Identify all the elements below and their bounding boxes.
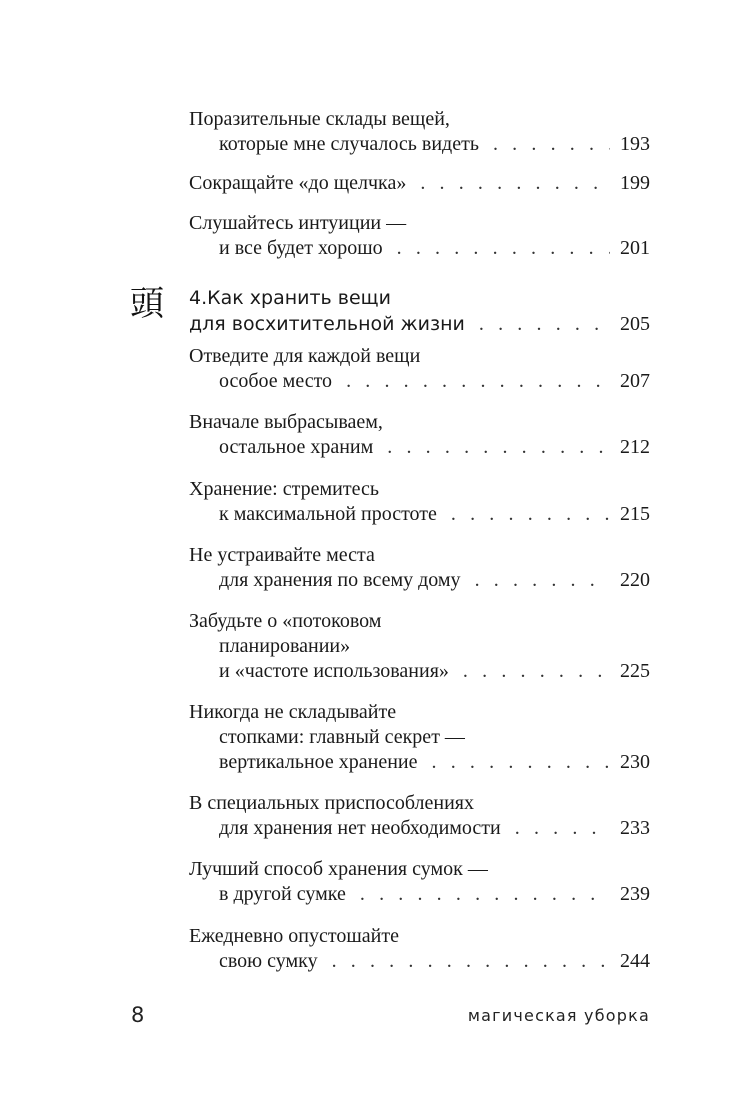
toc-entry-line: Не устраивайте места xyxy=(189,544,375,566)
toc-page-number: 239 xyxy=(620,883,650,905)
footer-page-number: 8 xyxy=(131,1003,145,1027)
toc-entry[interactable] xyxy=(189,107,650,157)
toc-entry-line: которые мне случалось видеть xyxy=(219,133,479,155)
toc-entry[interactable] xyxy=(189,344,650,394)
dot-leader xyxy=(432,750,610,775)
dot-leader xyxy=(515,816,610,841)
dot-leader xyxy=(332,949,610,974)
dot-leader xyxy=(451,502,610,527)
toc-entry-line: Забудьте о «потоковом xyxy=(189,610,382,632)
toc-entry[interactable] xyxy=(189,857,650,907)
toc-entry[interactable] xyxy=(189,609,650,684)
toc-entry-line: и все будет хорошо xyxy=(219,237,383,259)
toc-entry-line: планировании» xyxy=(219,635,351,657)
dot-leader xyxy=(360,882,610,907)
dot-leader xyxy=(397,236,610,261)
toc-entry[interactable] xyxy=(189,477,650,527)
toc-chapter-title-line: 4.Как хранить вещи xyxy=(189,287,391,309)
toc-entry[interactable] xyxy=(189,791,650,841)
toc-entry-line: и «частоте использования» xyxy=(219,660,449,682)
dot-leader xyxy=(479,311,610,337)
toc-entry-line: Лучший способ хранения сумок — xyxy=(189,858,488,880)
toc-page-number: 212 xyxy=(620,436,650,458)
toc-page-number: 225 xyxy=(620,660,650,682)
toc-entry-line: вертикальное хранение xyxy=(219,751,418,773)
toc-entry[interactable] xyxy=(189,543,650,593)
chapter-glyph: 頭 xyxy=(130,284,164,324)
toc-page-number: 201 xyxy=(620,237,650,259)
toc-entry-line: особое место xyxy=(219,370,333,392)
toc-entry-line: В специальных приспособлениях xyxy=(189,792,474,814)
toc-entry[interactable] xyxy=(189,211,650,261)
toc-page-number: 199 xyxy=(620,172,650,194)
toc-entry[interactable] xyxy=(189,924,650,974)
toc-entry[interactable] xyxy=(189,410,650,460)
toc-page-number: 230 xyxy=(620,751,650,773)
toc-chapter-entry[interactable] xyxy=(189,285,650,337)
dot-leader xyxy=(475,568,610,593)
toc-entry-line: для хранения по всему дому xyxy=(219,569,461,591)
toc-page-number: 215 xyxy=(620,503,650,525)
toc-chapter-title-line: для восхитительной жизни xyxy=(189,313,465,335)
toc-entry-line: остальное храним xyxy=(219,436,374,458)
toc-entry-line: Поразительные склады вещей, xyxy=(189,108,450,130)
toc-entry-line: Никогда не складывайте xyxy=(189,701,397,723)
toc-page-number: 207 xyxy=(620,370,650,392)
toc-entry-line: к максимальной простоте xyxy=(219,503,437,525)
toc-entry-line: Ежедневно опустошайте xyxy=(189,925,399,947)
toc-page-number: 220 xyxy=(620,569,650,591)
toc-page-number: 205 xyxy=(620,313,650,335)
dot-leader xyxy=(493,132,610,157)
toc-entry-line: для хранения нет необходимости xyxy=(219,817,501,839)
dot-leader xyxy=(346,369,610,394)
toc-entry-line: в другой сумке xyxy=(219,883,346,905)
footer-book-title: магическая уборка xyxy=(467,1006,650,1025)
toc-entry[interactable] xyxy=(189,171,650,196)
toc-entry-line: Хранение: стремитесь xyxy=(189,478,379,500)
toc-entry-line: Сокращайте «до щелчка» xyxy=(189,172,407,194)
dot-leader xyxy=(387,435,610,460)
toc-entry-line: свою сумку xyxy=(219,950,318,972)
dot-leader xyxy=(463,659,610,684)
toc-entry[interactable] xyxy=(189,700,650,775)
toc-entry-line: Слушайтесь интуиции — xyxy=(189,212,407,234)
toc-entry-line: Отведите для каждой вещи xyxy=(189,345,421,367)
toc-entry-line: Вначале выбрасываем, xyxy=(189,411,383,433)
toc-page-number: 233 xyxy=(620,817,650,839)
toc-entry-line: стопками: главный секрет — xyxy=(219,726,465,748)
toc-page-number: 244 xyxy=(620,950,650,972)
toc-page-number: 193 xyxy=(620,133,650,155)
dot-leader xyxy=(420,171,610,196)
